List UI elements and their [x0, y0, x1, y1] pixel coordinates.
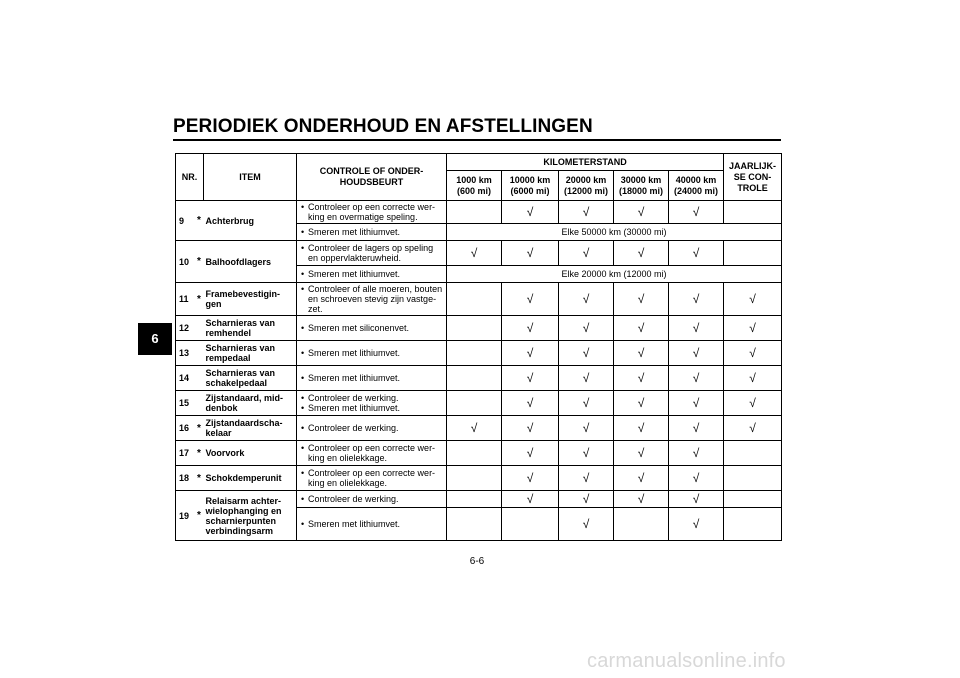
row-item: Voorvork [204, 441, 297, 466]
check-mark: √ [614, 341, 669, 366]
check-mark: √ [614, 283, 669, 316]
table-row [176, 491, 782, 508]
check-mark: √ [724, 416, 782, 441]
header-km-5: 40000 km (24000 mi) [669, 171, 724, 201]
header-km-2: 10000 km (6000 mi) [502, 171, 559, 201]
row-marker [195, 391, 204, 416]
check-mark: √ [724, 341, 782, 366]
empty-cell [724, 508, 782, 541]
empty-cell [447, 466, 502, 491]
table-row [176, 366, 782, 391]
empty-cell [447, 391, 502, 416]
check-mark: √ [669, 391, 724, 416]
table-row [176, 466, 782, 491]
row-control [297, 266, 447, 283]
row-marker: * [195, 441, 204, 466]
check-mark: √ [502, 441, 559, 466]
check-mark: √ [614, 466, 669, 491]
check-mark: √ [502, 366, 559, 391]
row-control [297, 491, 447, 508]
row-control [297, 201, 447, 224]
row-control [297, 224, 447, 241]
row-control [297, 508, 447, 541]
table-row [176, 441, 782, 466]
check-mark: √ [447, 416, 502, 441]
check-mark: √ [669, 341, 724, 366]
table-row [176, 316, 782, 341]
check-mark: √ [559, 201, 614, 224]
check-mark: √ [559, 416, 614, 441]
row-number: 18 [176, 466, 195, 491]
empty-cell [447, 283, 502, 316]
row-marker [195, 316, 204, 341]
table-row [176, 391, 782, 416]
table-row [176, 283, 782, 316]
row-marker: * [195, 416, 204, 441]
row-item: Zijstandaard, mid-denbok [204, 391, 297, 416]
interval-note: Elke 50000 km (30000 mi) [447, 224, 782, 241]
row-item: Relaisarm achter-wielophanging en scharnierpunten verbindingsarm [204, 491, 297, 541]
check-mark: √ [502, 491, 559, 508]
row-item: Framebevestigin-gen [204, 283, 297, 316]
check-mark: √ [502, 283, 559, 316]
row-control [297, 391, 447, 416]
row-number: 11 [176, 283, 195, 316]
row-marker: * [195, 491, 204, 541]
row-item: Schokdemperunit [204, 466, 297, 491]
row-item: Scharnieras van schakelpedaal [204, 366, 297, 391]
control-text: • Controleer de werking. [308, 423, 444, 433]
check-mark: √ [614, 391, 669, 416]
header-nr: NR. [176, 154, 204, 201]
check-mark: √ [559, 491, 614, 508]
row-number: 19 [176, 491, 195, 541]
check-mark: √ [559, 283, 614, 316]
control-text: • Controleer de werking. [308, 393, 444, 403]
empty-cell [724, 441, 782, 466]
table-row [176, 416, 782, 441]
check-mark: √ [669, 316, 724, 341]
check-mark: √ [559, 366, 614, 391]
control-text: • Controleer op een correcte wer-king en olielekkage. [308, 443, 444, 463]
maintenance-table [175, 153, 782, 541]
check-mark: √ [614, 316, 669, 341]
header-km-3: 20000 km (12000 mi) [559, 171, 614, 201]
control-text: • Smeren met lithiumvet. [308, 269, 444, 279]
row-number: 17 [176, 441, 195, 466]
check-mark: √ [669, 201, 724, 224]
check-mark: √ [559, 508, 614, 541]
row-control [297, 241, 447, 266]
check-mark: √ [669, 366, 724, 391]
watermark: carmanualsonline.info [587, 650, 786, 672]
row-number: 12 [176, 316, 195, 341]
check-mark: √ [724, 316, 782, 341]
control-text: • Controleer op een correcte wer-king en overmatige speling. [308, 202, 444, 222]
row-control [297, 316, 447, 341]
check-mark: √ [502, 201, 559, 224]
control-text: • Smeren met siliconenvet. [308, 323, 444, 333]
empty-cell [614, 508, 669, 541]
check-mark: √ [669, 466, 724, 491]
header-km-4: 30000 km (18000 mi) [614, 171, 669, 201]
empty-cell [724, 201, 782, 224]
header-kilometerstand: KILOMETERSTAND [447, 154, 724, 171]
check-mark: √ [669, 491, 724, 508]
empty-cell [447, 491, 502, 508]
control-text: • Controleer of alle moeren, bouten en schroeven stevig zijn vastge-zet. [308, 284, 444, 314]
row-number: 9 [176, 201, 195, 241]
chapter-tab: 6 [138, 323, 172, 355]
header-km-1: 1000 km (600 mi) [447, 171, 502, 201]
row-control [297, 341, 447, 366]
check-mark: √ [559, 466, 614, 491]
row-number: 14 [176, 366, 195, 391]
check-mark: √ [614, 441, 669, 466]
check-mark: √ [614, 491, 669, 508]
check-mark: √ [669, 441, 724, 466]
table-row [176, 341, 782, 366]
check-mark: √ [724, 391, 782, 416]
title-rule [173, 139, 781, 141]
check-mark: √ [614, 416, 669, 441]
check-mark: √ [559, 316, 614, 341]
check-mark: √ [502, 341, 559, 366]
page-title: PERIODIEK ONDERHOUD EN AFSTELLINGEN [173, 116, 593, 137]
check-mark: √ [559, 391, 614, 416]
control-text: • Smeren met lithiumvet. [308, 227, 444, 237]
check-mark: √ [502, 391, 559, 416]
empty-cell [447, 508, 502, 541]
check-mark: √ [724, 283, 782, 316]
check-mark: √ [614, 201, 669, 224]
control-text: • Smeren met lithiumvet. [308, 373, 444, 383]
check-mark: √ [614, 241, 669, 266]
row-control [297, 441, 447, 466]
row-number: 10 [176, 241, 195, 283]
control-text: • Controleer de lagers op speling en oppervlakteruwheid. [308, 243, 444, 263]
row-marker: * [195, 466, 204, 491]
empty-cell [724, 491, 782, 508]
row-marker: * [195, 241, 204, 283]
table-row [176, 241, 782, 266]
header-item: ITEM [204, 154, 297, 201]
check-mark: √ [447, 241, 502, 266]
table-row [176, 201, 782, 224]
maintenance-rows [176, 201, 782, 541]
control-text: • Smeren met lithiumvet. [308, 519, 444, 529]
control-text: • Smeren met lithiumvet. [308, 403, 444, 413]
empty-cell [447, 201, 502, 224]
empty-cell [724, 466, 782, 491]
row-marker: * [195, 201, 204, 241]
check-mark: √ [559, 341, 614, 366]
check-mark: √ [502, 241, 559, 266]
row-marker [195, 366, 204, 391]
check-mark: √ [669, 416, 724, 441]
control-text: • Controleer op een correcte wer-king en olielekkage. [308, 468, 444, 488]
row-control [297, 416, 447, 441]
row-marker [195, 341, 204, 366]
header-control: CONTROLE OF ONDER-HOUDSBEURT [297, 154, 447, 201]
check-mark: √ [559, 241, 614, 266]
check-mark: √ [669, 283, 724, 316]
empty-cell [447, 341, 502, 366]
row-control [297, 366, 447, 391]
page-number: 6-6 [469, 556, 485, 567]
control-text: • Controleer de werking. [308, 494, 444, 504]
row-item: Scharnieras van rempedaal [204, 341, 297, 366]
row-item: Scharnieras van remhendel [204, 316, 297, 341]
row-item: Achterbrug [204, 201, 297, 241]
empty-cell [447, 316, 502, 341]
check-mark: √ [724, 366, 782, 391]
row-control [297, 466, 447, 491]
empty-cell [502, 508, 559, 541]
check-mark: √ [669, 241, 724, 266]
row-number: 13 [176, 341, 195, 366]
header-annual: JAARLIJK-SE CON-TROLE [724, 154, 782, 201]
check-mark: √ [559, 441, 614, 466]
check-mark: √ [502, 416, 559, 441]
row-control [297, 283, 447, 316]
row-number: 16 [176, 416, 195, 441]
check-mark: √ [614, 366, 669, 391]
empty-cell [447, 366, 502, 391]
check-mark: √ [502, 466, 559, 491]
empty-cell [724, 241, 782, 266]
row-item: Balhoofdlagers [204, 241, 297, 283]
row-item: Zijstandaardscha-kelaar [204, 416, 297, 441]
row-marker: * [195, 283, 204, 316]
control-text: • Smeren met lithiumvet. [308, 348, 444, 358]
check-mark: √ [502, 316, 559, 341]
row-number: 15 [176, 391, 195, 416]
interval-note: Elke 20000 km (12000 mi) [447, 266, 782, 283]
empty-cell [447, 441, 502, 466]
check-mark: √ [669, 508, 724, 541]
